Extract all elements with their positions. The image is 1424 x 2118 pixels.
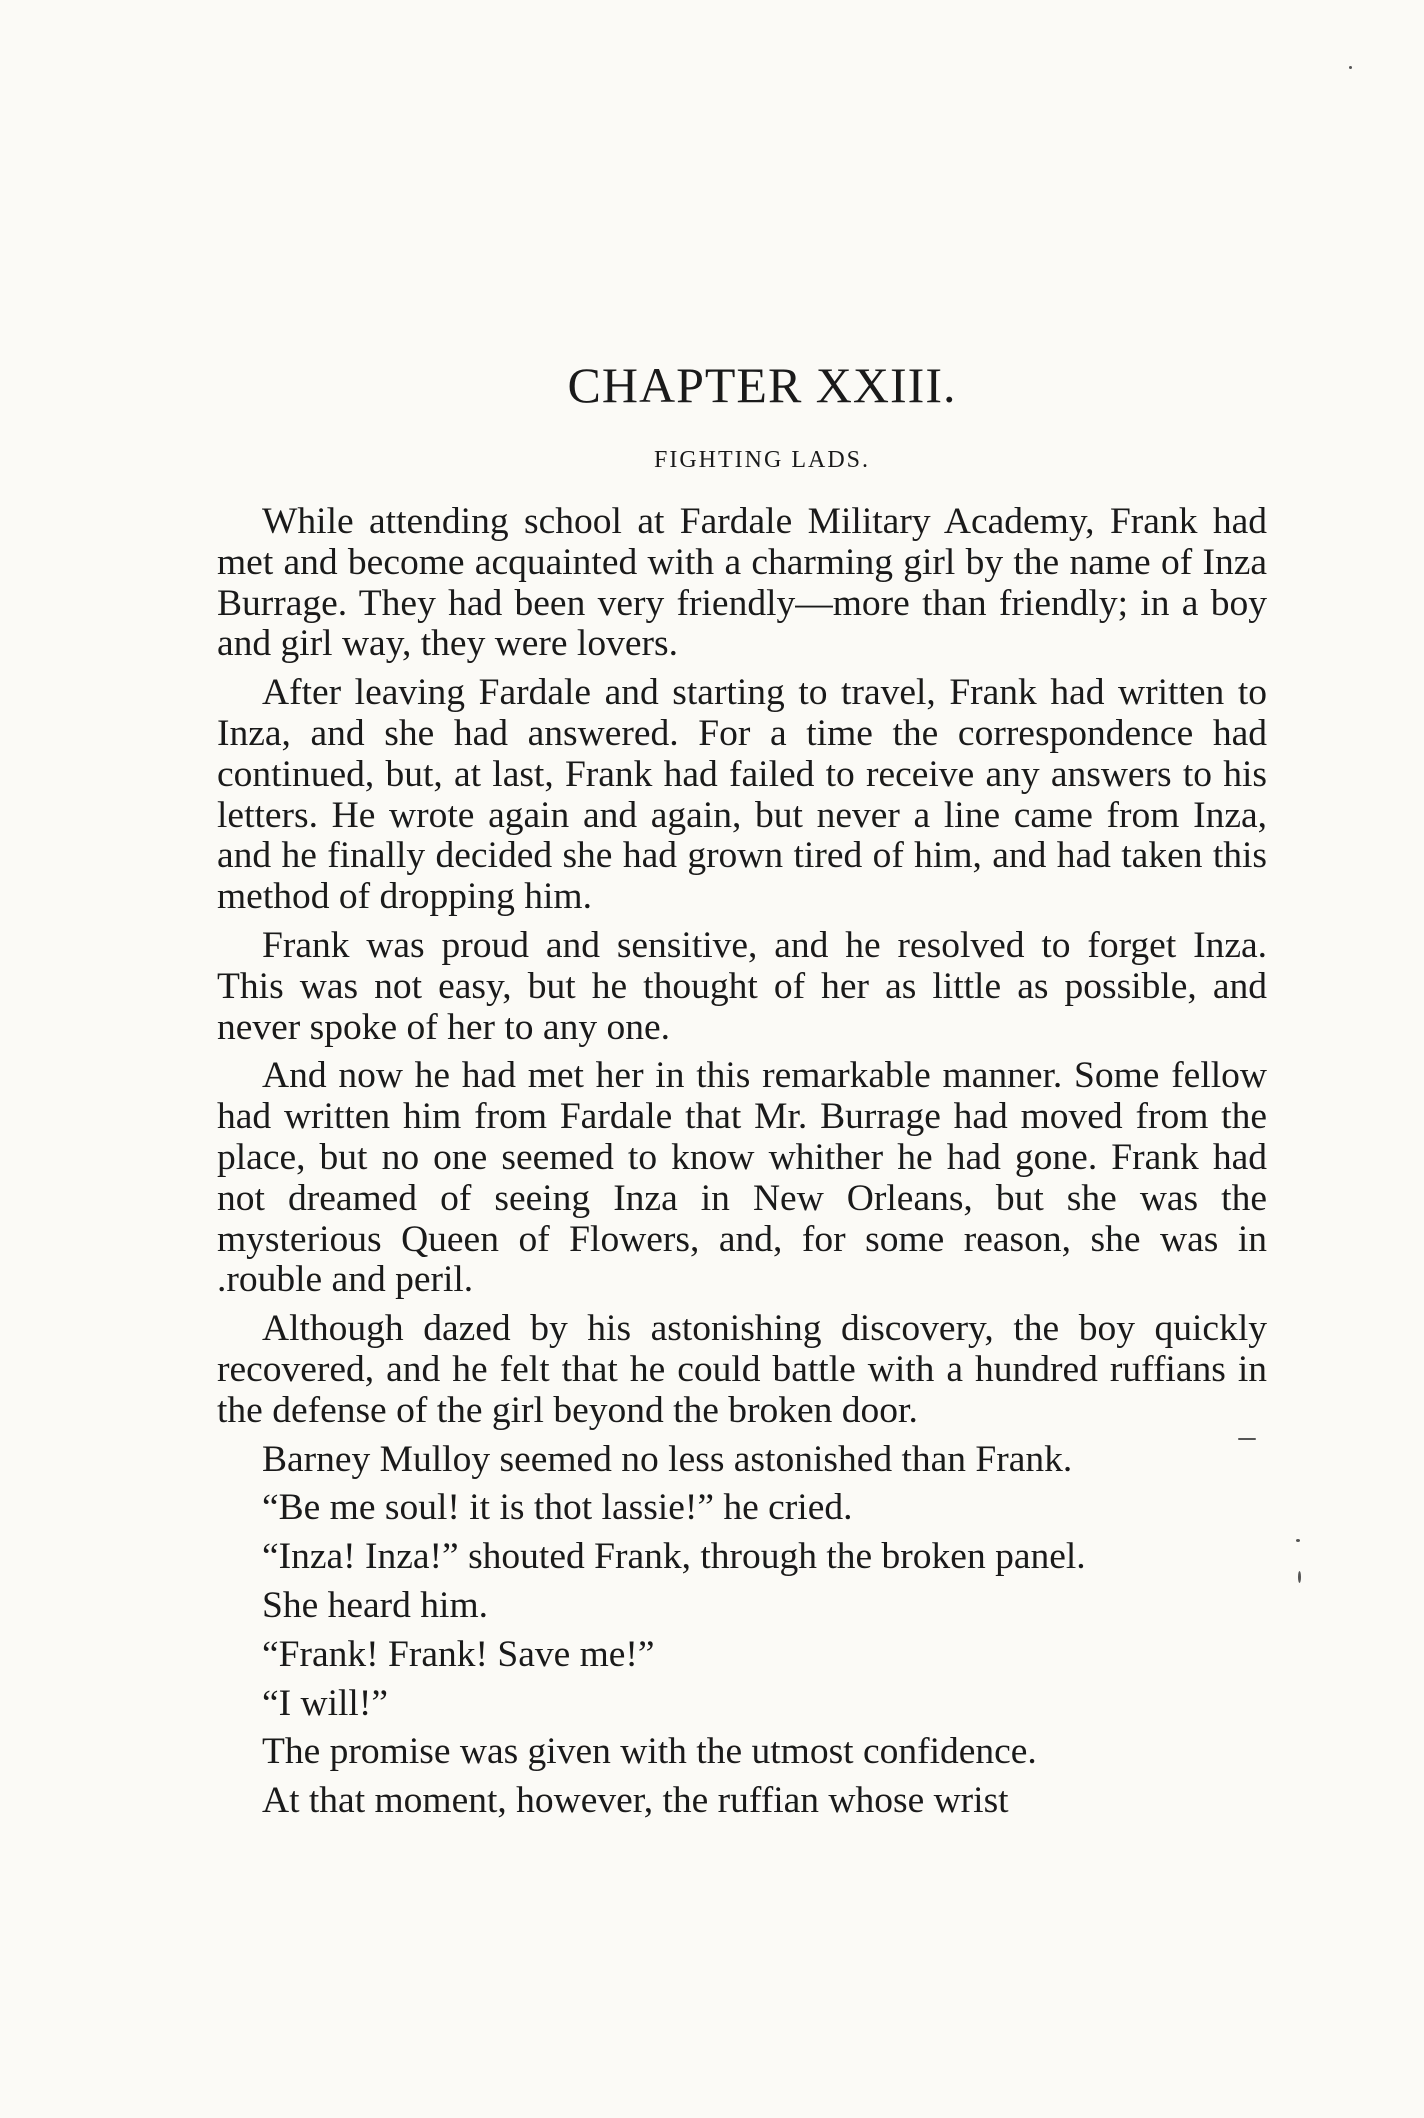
paragraph: “Be me soul! it is thot lassie!” he cried.: [262, 1487, 853, 1529]
paragraph: At that moment, however, the ruffian whose wrist: [262, 1780, 1009, 1822]
scan-speck: [1296, 1539, 1300, 1542]
paragraph: “Frank! Frank! Save me!”: [262, 1633, 655, 1675]
paragraph: “I will!”: [262, 1682, 388, 1724]
paragraph: After leaving Fardale and starting to travel, Frank had written to Inza, and she had answered. For a time the correspondence had continued, but, at last, Frank had failed to receive any answers to his letters. He wrote again and again, but never a line came from Inza, and he finally decided she had grown tired of him, and had taken this method of dropping him.: [217, 672, 1267, 918]
paragraph: The promise was given with the utmost confidence.: [262, 1731, 1037, 1773]
book-page: [217, 357, 1267, 1830]
paragraph: Frank was proud and sensitive, and he resolved to forget Inza. This was not easy, but he thought of her as little as possible, and never spoke of her to any one.: [217, 924, 1267, 1048]
paragraph: While attending school at Fardale Military Academy, Frank had met and become acquainted with a charming girl by the name of Inza Burrage. They had been very friendly—more than friendly; in a boy and girl way, they were lovers.: [217, 501, 1267, 665]
paragraph: Although dazed by his astonishing discovery, the boy quickly recovered, and he felt that he could battle with a hundred ruffians in the defense of the girl beyond the broken door.: [217, 1308, 1267, 1431]
scan-speck: [1349, 66, 1352, 69]
scan-speck: [1298, 1571, 1301, 1583]
paragraph: She heard him.: [262, 1584, 488, 1626]
paragraph: “Inza! Inza!” shouted Frank, through the broken panel.: [262, 1536, 1086, 1578]
chapter-title: CHAPTER XXIII.: [567, 357, 957, 413]
chapter-subtitle: FIGHTING LADS.: [654, 447, 870, 473]
paragraph: And now he had met her in this remarkable manner. Some fellow had written him from Fardale that Mr. Burrage had moved from the place, but no one seemed to know whither he had gone. Frank had not dreamed of seeing Inza in New Orleans, but she was the mysterious Queen of Flowers, and, for some reason, she was in .rouble and peril.: [217, 1055, 1267, 1301]
scan-speck: [1238, 1438, 1256, 1440]
paragraph: Barney Mulloy seemed no less astonished than Frank.: [262, 1438, 1073, 1480]
